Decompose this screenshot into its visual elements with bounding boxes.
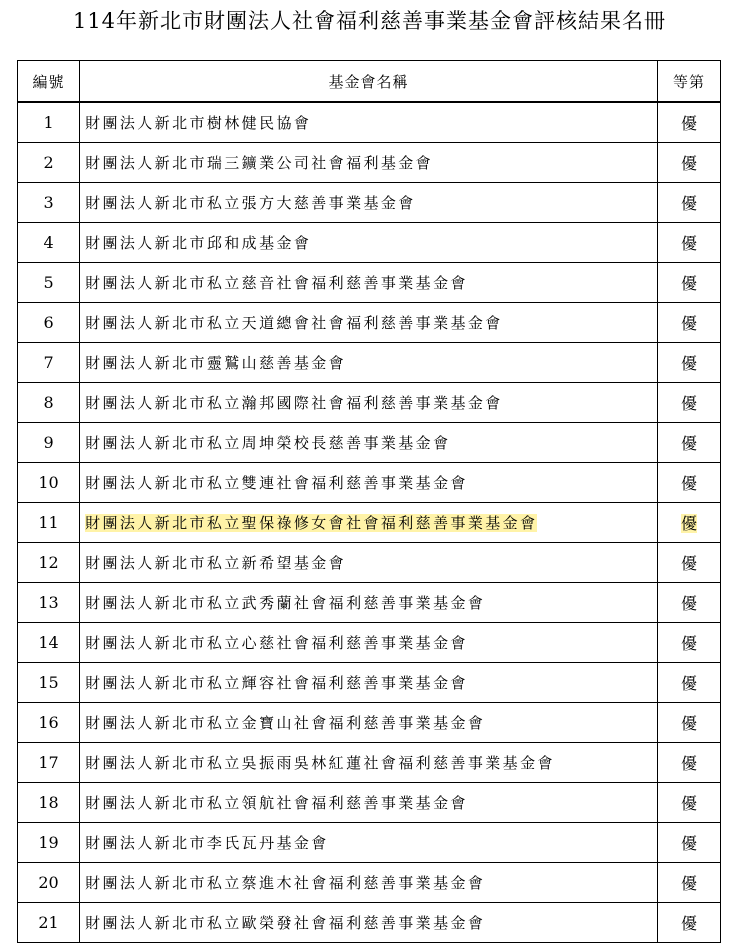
grade-text: 優 (680, 234, 697, 253)
foundation-name (80, 543, 658, 583)
foundation-name (80, 263, 658, 303)
grade-text: 優 (680, 874, 697, 893)
row-number: 19 (18, 823, 80, 863)
foundation-name-text: 財團法人新北市私立新希望基金會 (85, 554, 347, 572)
foundation-name (80, 783, 658, 823)
row-number: 18 (18, 783, 80, 823)
grade-text: 優 (680, 754, 697, 773)
row-number: 20 (18, 863, 80, 903)
grade-text: 優 (680, 314, 697, 333)
foundation-name (80, 583, 658, 623)
row-number: 13 (18, 583, 80, 623)
grade-text: 優 (680, 834, 697, 853)
table-row (18, 503, 721, 543)
grade-text: 優 (680, 154, 697, 173)
foundation-name-text: 財團法人新北市私立張方大慈善事業基金會 (85, 194, 416, 212)
table-row (18, 343, 721, 383)
table-row (18, 383, 721, 423)
grade (657, 343, 720, 383)
grade-text: 優 (680, 594, 697, 613)
row-number: 11 (18, 503, 80, 543)
grade-text: 優 (680, 354, 697, 373)
table-row (18, 703, 721, 743)
foundation-name (80, 503, 658, 543)
table-row (18, 263, 721, 303)
foundation-name (80, 383, 658, 423)
row-number: 5 (18, 263, 80, 303)
table-row (18, 423, 721, 463)
row-number: 16 (18, 703, 80, 743)
table-row (18, 143, 721, 183)
grade-text: 優 (680, 634, 697, 653)
grade (657, 102, 720, 143)
table-row (18, 623, 721, 663)
table-row (18, 463, 721, 503)
foundation-name (80, 623, 658, 663)
grade-text: 優 (680, 674, 697, 693)
grade-text: 優 (680, 434, 697, 453)
grade (657, 423, 720, 463)
grade-text: 優 (680, 114, 697, 133)
table-row (18, 743, 721, 783)
table-row (18, 183, 721, 223)
foundation-name (80, 423, 658, 463)
grade-text: 優 (680, 394, 697, 413)
row-number: 15 (18, 663, 80, 703)
table-header-row (18, 61, 721, 103)
grade (657, 463, 720, 503)
grade-text: 優 (680, 914, 697, 933)
table-body (18, 102, 721, 943)
grade-text: 優 (680, 554, 697, 573)
row-number: 10 (18, 463, 80, 503)
grade-text: 優 (680, 474, 697, 493)
foundation-name-text: 財團法人新北市私立歐榮發社會福利慈善事業基金會 (85, 914, 486, 932)
foundation-name (80, 743, 658, 783)
foundation-name (80, 823, 658, 863)
grade (657, 743, 720, 783)
foundation-name (80, 863, 658, 903)
foundation-name-text: 財團法人新北市私立慈音社會福利慈善事業基金會 (85, 274, 468, 292)
foundation-name-text: 財團法人新北市樹林健民協會 (85, 114, 312, 132)
grade (657, 383, 720, 423)
foundation-name-text: 財團法人新北市私立瀚邦國際社會福利慈善事業基金會 (85, 394, 503, 412)
foundation-name-text: 財團法人新北市私立輝容社會福利慈善事業基金會 (85, 674, 468, 692)
header-foundation-name: 基金會名稱 (80, 61, 658, 103)
foundation-name-text: 財團法人新北市私立金寶山社會福利慈善事業基金會 (85, 714, 486, 732)
grade (657, 823, 720, 863)
grade (657, 263, 720, 303)
foundation-name-text: 財團法人新北市私立天道總會社會福利慈善事業基金會 (85, 314, 503, 332)
grade-text: 優 (680, 194, 697, 213)
foundation-name-text: 財團法人新北市靈鷲山慈善基金會 (85, 354, 347, 372)
grade-text: 優 (680, 514, 697, 533)
foundation-name (80, 183, 658, 223)
row-number: 4 (18, 223, 80, 263)
table-row (18, 823, 721, 863)
grade-text: 優 (680, 274, 697, 293)
row-number: 17 (18, 743, 80, 783)
table-row (18, 583, 721, 623)
grade (657, 903, 720, 943)
table-row (18, 102, 721, 143)
foundation-name (80, 102, 658, 143)
foundation-name (80, 703, 658, 743)
grade (657, 783, 720, 823)
row-number: 3 (18, 183, 80, 223)
grade (657, 543, 720, 583)
row-number: 21 (18, 903, 80, 943)
row-number: 12 (18, 543, 80, 583)
table-row (18, 903, 721, 943)
foundation-name (80, 903, 658, 943)
table-row (18, 223, 721, 263)
row-number: 7 (18, 343, 80, 383)
table-row (18, 863, 721, 903)
table-row (18, 663, 721, 703)
grade (657, 703, 720, 743)
grade (657, 503, 720, 543)
foundation-name-text: 財團法人新北市私立心慈社會福利慈善事業基金會 (85, 634, 468, 652)
foundation-name-text: 財團法人新北市私立蔡進木社會福利慈善事業基金會 (85, 874, 486, 892)
header-number: 編號 (18, 61, 80, 103)
grade-text: 優 (680, 714, 697, 733)
grade (657, 183, 720, 223)
foundation-name (80, 223, 658, 263)
foundation-evaluation-table (17, 60, 721, 943)
grade (657, 623, 720, 663)
grade (657, 303, 720, 343)
grade (657, 223, 720, 263)
foundation-name-text: 財團法人新北市李氏瓦丹基金會 (85, 834, 329, 852)
row-number: 2 (18, 143, 80, 183)
table-row (18, 783, 721, 823)
foundation-name-text: 財團法人新北市私立吳振雨吳林紅蓮社會福利慈善事業基金會 (85, 754, 555, 772)
foundation-name-text: 財團法人新北市私立聖保祿修女會社會福利慈善事業基金會 (85, 514, 538, 532)
grade (657, 583, 720, 623)
foundation-name (80, 303, 658, 343)
foundation-name (80, 143, 658, 183)
foundation-name (80, 463, 658, 503)
foundation-name (80, 343, 658, 383)
foundation-name-text: 財團法人新北市瑞三鑛業公司社會福利基金會 (85, 154, 434, 172)
foundation-name-text: 財團法人新北市私立雙連社會福利慈善事業基金會 (85, 474, 468, 492)
foundation-name-text: 財團法人新北市私立領航社會福利慈善事業基金會 (85, 794, 468, 812)
grade (657, 863, 720, 903)
foundation-name-text: 財團法人新北市私立周坤榮校長慈善事業基金會 (85, 434, 451, 452)
grade (657, 663, 720, 703)
row-number: 1 (18, 102, 80, 143)
grade (657, 143, 720, 183)
table-row (18, 543, 721, 583)
foundation-name-text: 財團法人新北市邱和成基金會 (85, 234, 312, 252)
row-number: 9 (18, 423, 80, 463)
foundation-name (80, 663, 658, 703)
page-title: 114年新北市財團法人社會福利慈善事業基金會評核結果名冊 (72, 9, 667, 33)
row-number: 14 (18, 623, 80, 663)
grade-text: 優 (680, 794, 697, 813)
header-grade: 等第 (657, 61, 720, 103)
foundation-name-text: 財團法人新北市私立武秀蘭社會福利慈善事業基金會 (85, 594, 486, 612)
table-row (18, 303, 721, 343)
row-number: 6 (18, 303, 80, 343)
row-number: 8 (18, 383, 80, 423)
